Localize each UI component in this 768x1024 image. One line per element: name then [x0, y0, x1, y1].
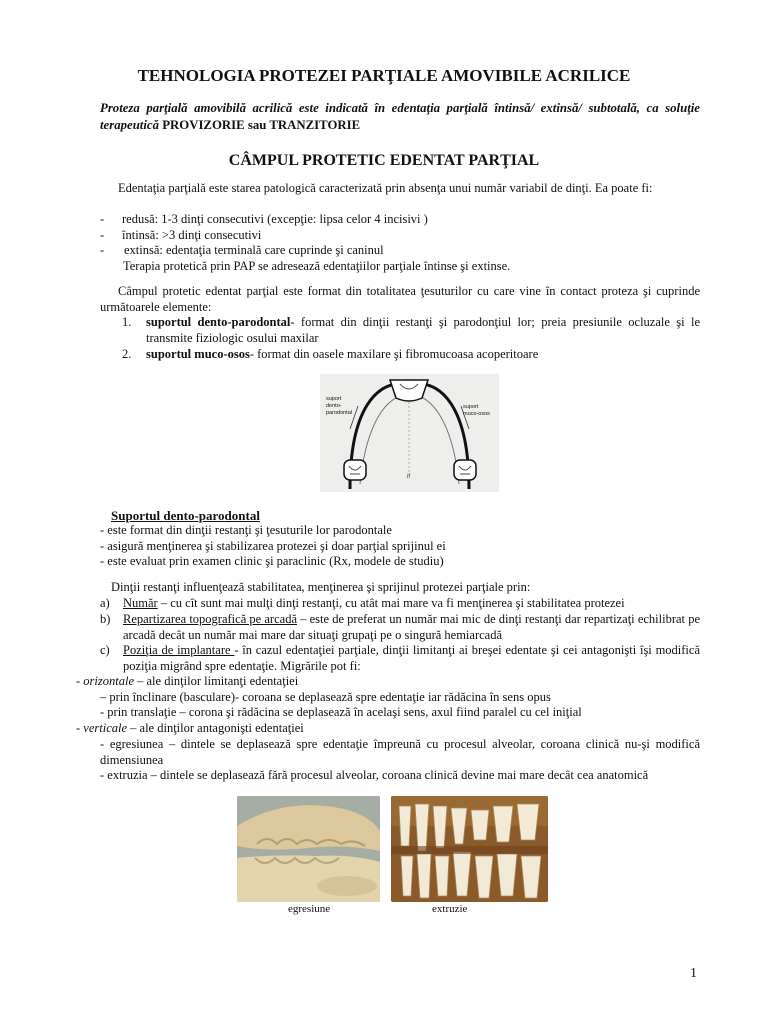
paragraph-terapia: Terapia protetică prin PAP se adresează edentaţiilor parţiale întinse şi extinse. — [123, 259, 511, 273]
migration-inclinare: – prin înclinare (basculare)- coroana se deplasează spre edentaţie iar rădăcina în sens opus — [100, 690, 551, 704]
item-text: - format din oasele maxilare şi fibromucoasa acoperitoare — [249, 347, 539, 361]
svg-text:if: if — [407, 474, 410, 480]
term-numar: Număr — [123, 596, 158, 610]
list-dash: - — [100, 243, 105, 257]
term-pozitia: Poziţia de implantare — [123, 643, 235, 657]
migration-extruzia: - extruzia – dintele se deplasează fără procesul alveolar, coroana clinică devine mai mare decât cea anatomică — [100, 768, 649, 782]
list-text: întinsă: >3 dinţi consecutivi — [122, 228, 262, 242]
numbered-item — [122, 347, 700, 363]
item-number: 1. — [122, 315, 132, 329]
section-title: CÂMPUL PROTETIC EDENTAT PARŢIAL — [228, 152, 540, 169]
intro-sau: sau — [244, 118, 270, 132]
intro-provizorie: PROVIZORIE — [162, 118, 245, 132]
intro-text: Proteza parţială amovibilă acrilică este indicată în edentaţia parţială întinsă/ extinsă/ subtotală, ca soluţie terapeutică — [100, 101, 700, 132]
list-item: - este format din dinţii restanţi şi ţesuturile lor parodontale — [100, 523, 392, 537]
document-title: TEHNOLOGIA PROTEZEI PARŢIALE AMOVIBILE ACRILICE — [137, 66, 631, 85]
migration-orizontale: - orizontale – ale dinţilor limitanţi edentaţiei — [76, 674, 299, 688]
dental-arch-diagram — [320, 374, 499, 492]
egresiune-photo — [237, 796, 380, 902]
item-term: suportul dento-parodontal — [146, 315, 291, 329]
caption-extruzie: extruzie — [432, 903, 468, 915]
lettered-item: a) Număr – cu cît sunt mai mulţi dinţi restanţi, cu atât mai mare va fi menţinerea şi stabilitatea protezei — [100, 596, 625, 610]
paragraph-edentatia: Edentaţia parţială este starea patologică caracterizată prin absenţa unui număr variabil de dinţi. Ea poate fi: — [118, 181, 653, 195]
migration-egresiunea: - egresiunea – dintele se deplasează spre edentaţie împreună cu procesul alveolar, coroana clinică nu-şi modifică dimensiunea — [100, 737, 700, 767]
migration-verticale: - verticale – ale dinţilor antagonişti edentaţiei — [76, 721, 304, 735]
list-text: redusă: 1-3 dinţi consecutivi (excepţie: lipsa celor 4 incisivi ) — [122, 212, 428, 226]
migration-translatie: - prin translaţie – corona şi rădăcina se deplasează în acelaşi sens, axul fiind paralel cu cel iniţial — [100, 705, 582, 719]
list-text: extinsă: edentaţia terminală care cuprinde şi caninul — [124, 243, 384, 257]
list-item — [100, 228, 262, 244]
intro-paragraph — [100, 100, 700, 134]
dental-arch-figure — [320, 374, 499, 492]
label-suport-dento: suport dento- parodontal — [326, 396, 352, 416]
paragraph-campul: Câmpul protetic edentat parţial este format din totalitatea ţesuturilor cu care vine în contact proteza şi cuprinde următoarele elemente: — [100, 284, 700, 314]
page-number: 1 — [690, 966, 697, 981]
subheading-suport: Suportul dento-parodontal — [111, 508, 260, 523]
item-term: suportul muco-osos — [146, 347, 250, 361]
list-item — [100, 212, 428, 228]
list-item: - este evaluat prin examen clinic şi paraclinic (Rx, modele de studiu) — [100, 554, 444, 568]
list-dash: - — [100, 212, 105, 226]
list-dash: - — [100, 228, 105, 242]
list-item — [100, 243, 384, 259]
intro-tranzitorie: TRANZITORIE — [269, 118, 361, 132]
lettered-item: c) Poziţia de implantare - în cazul edentaţiei parţiale, dinţii limitanţi ai breşei edentate şi cei antagonişti îşi modifică poziţia migrând spre edentaţie. Migrările pot fi: — [100, 643, 700, 673]
label-suport-muco: suport muco-osos — [463, 404, 490, 417]
extruzie-photo — [391, 796, 548, 902]
item-number: 2. — [122, 347, 132, 361]
lettered-item: b) Repartizarea topografică pe arcadă – este de preferat un număr mai mic de dinţi restanţi dar repartizaţi echilibrat pe arcadă decât un număr mai mare dar situaţi grupaţi pe o singură hemiarcadă — [100, 612, 701, 642]
item-text: - format din dinţii restanţi şi parodonţiul lor; preia presiunile ocluzale şi le transmite fiziologic osului maxilar — [146, 315, 701, 345]
caption-egresiune: egresiune — [288, 903, 331, 915]
list-item: - asigură menţinerea şi stabilizarea protezei şi doar parţial sprijinul ei — [100, 539, 446, 553]
numbered-item — [122, 315, 700, 346]
term-repartizarea: Repartizarea topografică pe arcadă — [123, 612, 297, 626]
paragraph-dintii: Dinţii restanţi influenţează stabilitatea, menţinerea şi sprijinul protezei parţiale prin: — [111, 580, 531, 594]
